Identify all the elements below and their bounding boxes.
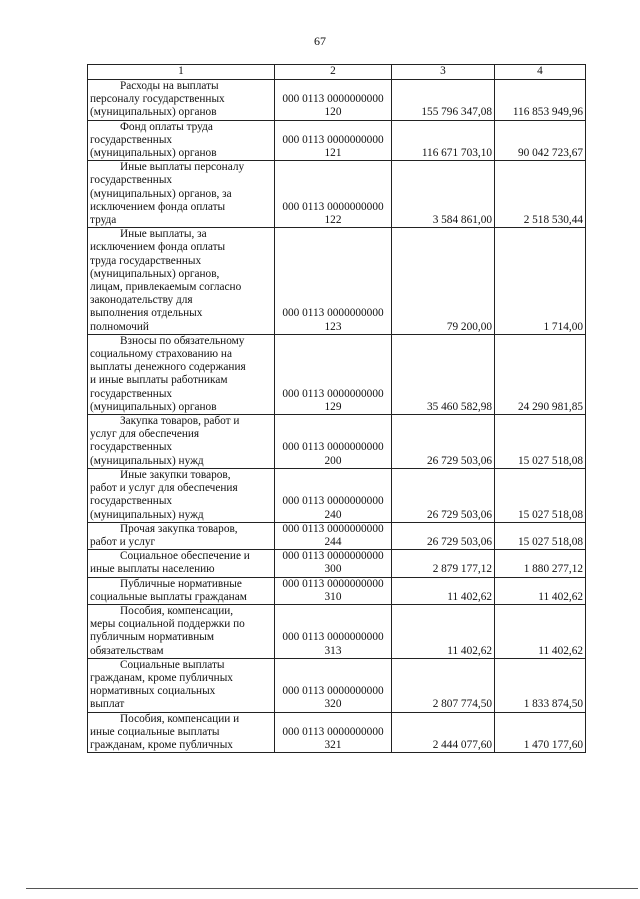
row-name-line: меры социальной поддержки по: [90, 618, 245, 631]
row-name-line: работ и услуг: [90, 535, 156, 548]
row-name-line: обязательствам: [90, 644, 164, 657]
row-value-col-4: 11 402,62: [495, 604, 586, 658]
row-name-line: выполнения отдельных: [90, 307, 203, 320]
row-code-suffix: 123: [324, 320, 342, 333]
row-code: 000 0113 0000000000: [282, 133, 384, 146]
row-code: 000 0113 0000000000: [282, 577, 384, 590]
row-value-col-3: 11 402,62: [392, 577, 495, 604]
row-value-col-3: 26 729 503,06: [392, 415, 495, 469]
table-row: [88, 334, 586, 414]
row-name-line: (муниципальных) органов, за: [90, 187, 232, 200]
table-row: [88, 415, 586, 469]
row-code-cell: [275, 415, 392, 469]
row-name-line: полномочий: [90, 320, 149, 333]
row-code: 000 0113 0000000000: [282, 631, 384, 644]
row-value-col-4: 1 880 277,12: [495, 550, 586, 577]
row-code-cell: [275, 550, 392, 577]
row-name-cell: [88, 522, 275, 549]
table-row: [88, 228, 586, 335]
row-value-col-4: 1 714,00: [495, 228, 586, 335]
row-name-line: (муниципальных) нужд: [90, 508, 204, 521]
row-name-line: труда: [90, 214, 117, 227]
row-value-col-3: 2 807 774,50: [392, 658, 495, 712]
row-name-cell: [88, 604, 275, 658]
row-name-line: исключением фонда оплаты: [90, 200, 226, 213]
row-value-col-4: 24 290 981,85: [495, 334, 586, 414]
row-code-suffix: 129: [324, 400, 342, 413]
row-name-line: Пособия, компенсации и: [120, 712, 240, 725]
row-code-cell: [275, 577, 392, 604]
row-value-col-4: 116 853 949,96: [495, 80, 586, 121]
row-name-line: Социальное обеспечение и: [120, 550, 250, 563]
row-name-cell: [88, 120, 275, 161]
row-name-cell: [88, 415, 275, 469]
row-code-suffix: 244: [324, 535, 342, 548]
row-code-suffix: 121: [324, 147, 342, 160]
row-code: 000 0113 0000000000: [282, 387, 384, 400]
row-name-line: услуг для обеспечения: [90, 428, 200, 441]
header-col-2: 2: [275, 65, 392, 80]
table-row: [88, 712, 586, 753]
row-value-col-4: 2 518 530,44: [495, 161, 586, 228]
row-code-cell: [275, 468, 392, 522]
row-name-line: труда государственных: [90, 254, 202, 267]
row-name-line: (муниципальных) органов: [90, 106, 217, 119]
row-value-col-3: 11 402,62: [392, 604, 495, 658]
row-value-col-4: 15 027 518,08: [495, 468, 586, 522]
row-value-col-3: 116 671 703,10: [392, 120, 495, 161]
row-name-line: Пособия, компенсации,: [120, 604, 234, 617]
row-name-cell: [88, 550, 275, 577]
row-name-line: (муниципальных) органов,: [90, 267, 220, 280]
table-row: [88, 550, 586, 577]
row-code-suffix: 320: [324, 698, 342, 711]
table-row: [88, 161, 586, 228]
row-name-line: (муниципальных) нужд: [90, 454, 204, 467]
row-name-line: публичным нормативным: [90, 631, 215, 644]
row-code-suffix: 120: [324, 106, 342, 119]
row-code-cell: [275, 161, 392, 228]
row-value-col-3: 2 444 077,60: [392, 712, 495, 753]
header-col-4: 4: [495, 65, 586, 80]
row-name-cell: [88, 658, 275, 712]
row-value-col-3: 3 584 861,00: [392, 161, 495, 228]
row-name-line: иные выплаты населению: [90, 563, 215, 576]
row-code: 000 0113 0000000000: [282, 200, 384, 213]
table-header-row: [88, 65, 586, 80]
row-name-line: гражданам, кроме публичных: [90, 671, 233, 684]
row-value-col-3: 2 879 177,12: [392, 550, 495, 577]
row-name-line: Социальные выплаты: [120, 658, 225, 671]
row-name-line: Расходы на выплаты: [120, 80, 219, 92]
row-value-col-3: 35 460 582,98: [392, 334, 495, 414]
row-name-line: Прочая закупка товаров,: [120, 522, 238, 535]
row-code-suffix: 122: [324, 214, 342, 227]
table-row: [88, 658, 586, 712]
row-code-suffix: 200: [324, 454, 342, 467]
row-code-suffix: 321: [324, 738, 342, 751]
row-name-line: государственных: [90, 441, 173, 454]
page-number: 67: [314, 34, 326, 48]
row-code-cell: [275, 80, 392, 121]
row-name-cell: [88, 334, 275, 414]
row-code: 000 0113 0000000000: [282, 550, 384, 563]
row-code: 000 0113 0000000000: [282, 307, 384, 320]
table-row: [88, 120, 586, 161]
row-value-col-3: 26 729 503,06: [392, 468, 495, 522]
row-name-line: персоналу государственных: [90, 93, 225, 106]
row-name-line: социальному страхованию на: [90, 348, 232, 361]
row-name-line: Иные выплаты персоналу: [120, 161, 245, 174]
budget-table: [87, 64, 586, 753]
row-name-line: и иные выплаты работникам: [90, 374, 228, 387]
row-name-line: государственных: [90, 174, 173, 187]
row-code-cell: [275, 712, 392, 753]
row-name-line: Фонд оплаты труда: [120, 120, 213, 133]
bottom-rule: [26, 888, 638, 889]
row-name-line: (муниципальных) органов: [90, 400, 217, 413]
row-code: 000 0113 0000000000: [282, 495, 384, 508]
row-name-cell: [88, 228, 275, 335]
row-name-line: (муниципальных) органов: [90, 147, 217, 160]
row-name-line: нормативных социальных: [90, 685, 216, 698]
row-value-col-4: 11 402,62: [495, 577, 586, 604]
row-code: 000 0113 0000000000: [282, 522, 384, 535]
row-code: 000 0113 0000000000: [282, 725, 384, 738]
row-value-col-3: 26 729 503,06: [392, 522, 495, 549]
row-name-line: государственных: [90, 133, 173, 146]
row-code-suffix: 310: [324, 590, 342, 603]
row-name-line: гражданам, кроме публичных: [90, 738, 233, 751]
table-row: [88, 577, 586, 604]
row-name-line: социальные выплаты гражданам: [90, 590, 247, 603]
row-code-suffix: 240: [324, 508, 342, 521]
row-name-cell: [88, 712, 275, 753]
row-name-line: выплаты денежного содержания: [90, 361, 246, 374]
row-value-col-4: 1 470 177,60: [495, 712, 586, 753]
row-code-cell: [275, 604, 392, 658]
row-value-col-3: 79 200,00: [392, 228, 495, 335]
row-name-line: государственных: [90, 495, 173, 508]
header-col-1: 1: [88, 65, 275, 80]
row-code: 000 0113 0000000000: [282, 93, 384, 106]
row-code: 000 0113 0000000000: [282, 685, 384, 698]
row-code-cell: [275, 120, 392, 161]
table-row: [88, 604, 586, 658]
row-code-cell: [275, 658, 392, 712]
row-code-cell: [275, 228, 392, 335]
row-value-col-3: 155 796 347,08: [392, 80, 495, 121]
row-code-suffix: 300: [324, 563, 342, 576]
row-name-cell: [88, 80, 275, 121]
row-name-cell: [88, 577, 275, 604]
row-value-col-4: 1 833 874,50: [495, 658, 586, 712]
table-row: [88, 468, 586, 522]
row-name-cell: [88, 161, 275, 228]
row-name-line: работ и услуг для обеспечения: [90, 482, 238, 495]
row-name-cell: [88, 468, 275, 522]
row-name-line: Иные закупки товаров,: [120, 468, 231, 481]
row-name-line: государственных: [90, 387, 173, 400]
table-row: [88, 80, 586, 121]
row-value-col-4: 90 042 723,67: [495, 120, 586, 161]
row-name-line: исключением фонда оплаты: [90, 241, 226, 254]
row-name-line: иные социальные выплаты: [90, 725, 220, 738]
row-value-col-4: 15 027 518,08: [495, 522, 586, 549]
header-col-3: 3: [392, 65, 495, 80]
row-name-line: Закупка товаров, работ и: [120, 415, 240, 428]
row-name-line: Взносы по обязательному: [120, 334, 245, 347]
row-name-line: Иные выплаты, за: [120, 228, 207, 241]
row-name-line: выплат: [90, 698, 125, 711]
row-code-cell: [275, 522, 392, 549]
row-code: 000 0113 0000000000: [282, 441, 384, 454]
row-name-line: законодательству для: [90, 294, 193, 307]
table-row: [88, 522, 586, 549]
row-name-line: лицам, привлекаемым согласно: [90, 281, 242, 294]
row-name-line: Публичные нормативные: [120, 577, 242, 590]
row-value-col-4: 15 027 518,08: [495, 415, 586, 469]
row-code-cell: [275, 334, 392, 414]
row-code-suffix: 313: [324, 644, 342, 657]
